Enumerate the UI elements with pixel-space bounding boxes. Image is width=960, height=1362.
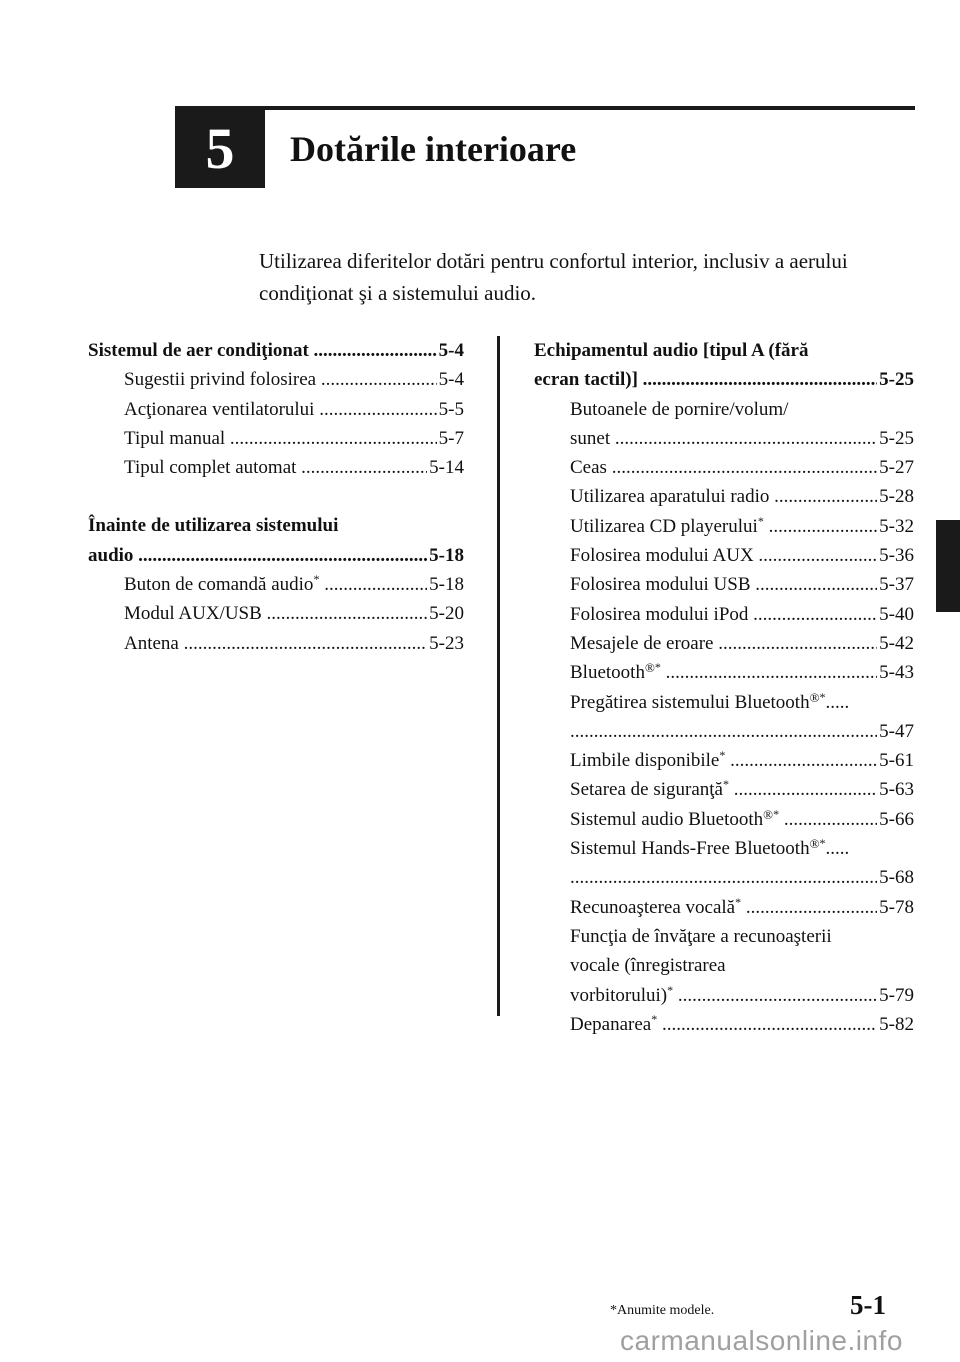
toc-item-label: Antena ..... <box>124 629 427 658</box>
toc-item-label: Folosirea modului USB ..... <box>570 570 877 599</box>
toc-item-label: Tipul manual ..... <box>124 424 437 453</box>
toc-item[interactable] <box>534 570 914 599</box>
toc-section-title: ecran tactil)] ..... <box>534 365 877 394</box>
toc-item-label: sunet ..... <box>570 424 877 453</box>
toc-item-label: Acţionarea ventilatorului ..... <box>124 395 437 424</box>
toc-section-audio-prep[interactable] <box>88 541 464 570</box>
toc-page-number: 5-32 <box>879 515 914 537</box>
toc-page-number: 5-79 <box>879 984 914 1006</box>
toc-item[interactable] <box>534 893 914 922</box>
toc-left-column <box>88 336 464 658</box>
toc-section-title-line[interactable]: Echipamentul audio [tipul A (fără <box>534 340 809 361</box>
toc-item-label: Depanarea* ..... <box>570 1010 877 1039</box>
toc-item[interactable] <box>534 482 914 511</box>
toc-item[interactable] <box>88 365 464 394</box>
toc-item-label: Sugestii privind folosirea ..... <box>124 365 437 394</box>
toc-item[interactable] <box>534 512 914 541</box>
toc-item[interactable] <box>534 1010 914 1039</box>
toc-item-label: Modul AUX/USB ..... <box>124 599 427 628</box>
trailing-dots: ..... <box>825 838 850 860</box>
toc-page-number: 5-25 <box>879 369 914 391</box>
registered-mark: ® <box>763 806 774 822</box>
toc-item-label: Setarea de siguranţă* ..... <box>570 775 877 804</box>
toc-page-number: 5-27 <box>879 457 914 479</box>
toc-item-label: Recunoaşterea vocală* ..... <box>570 893 877 922</box>
toc-page-number: 5-82 <box>879 1013 914 1035</box>
toc-item-label-line[interactable]: vocale (înregistrarea <box>570 955 726 977</box>
footnote-star: * <box>313 572 320 587</box>
toc-item[interactable] <box>534 805 914 834</box>
toc-item-leader <box>570 863 877 892</box>
toc-page-number: 5-20 <box>429 603 464 625</box>
toc-page-number: 5-28 <box>879 486 914 508</box>
chapter-side-tab <box>936 520 960 612</box>
toc-right-column <box>534 336 914 1039</box>
toc-section-title: Sistemul de aer condiţionat ..... <box>88 336 437 365</box>
chapter-header-rule <box>175 106 915 110</box>
toc-item-label: Limbile disponibile* ..... <box>570 746 877 775</box>
toc-page-number: 5-4 <box>438 340 464 361</box>
toc-page-number: 5-14 <box>429 457 464 479</box>
toc-page-number: 5-4 <box>438 369 464 391</box>
footnote-star: * <box>757 513 764 528</box>
footnote-star: * <box>651 1011 658 1026</box>
toc-page-number: 5-5 <box>438 398 464 420</box>
column-divider <box>497 336 500 1016</box>
toc-section-title: audio ..... <box>88 541 427 570</box>
toc-page-number: 5-23 <box>429 632 464 654</box>
toc-page-number: 5-68 <box>879 867 914 889</box>
footnote-star: * <box>773 806 780 821</box>
toc-item[interactable] <box>534 746 914 775</box>
toc-item-label: Folosirea modului iPod ..... <box>570 600 877 629</box>
footnote-star: * <box>819 689 826 704</box>
footnote: *Anumite modele. <box>610 1303 715 1318</box>
toc-item[interactable] <box>534 981 914 1010</box>
toc-item[interactable] <box>534 453 914 482</box>
toc-page-number: 5-36 <box>879 545 914 567</box>
toc-item[interactable] <box>88 453 464 482</box>
toc-page-number: 5-78 <box>879 896 914 918</box>
toc-page-number: 5-63 <box>879 779 914 801</box>
toc-page-number: 5-43 <box>879 662 914 684</box>
toc-item[interactable] <box>534 424 914 453</box>
registered-mark: ® <box>644 660 655 676</box>
registered-mark: ® <box>809 836 820 852</box>
toc-page-number: 5-18 <box>429 544 464 566</box>
footnote-star: * <box>667 982 674 997</box>
toc-spacer <box>88 482 464 511</box>
toc-item-label: Sistemul audio Bluetooth®* ..... <box>570 805 877 834</box>
toc-item-label: Folosirea modului AUX ..... <box>570 541 877 570</box>
toc-page-number: 5-37 <box>879 574 914 596</box>
toc-item-label-line[interactable]: Sistemul Hands-Free Bluetooth®*..... <box>570 836 850 860</box>
toc-item[interactable] <box>534 863 914 892</box>
toc-item[interactable] <box>88 570 464 599</box>
toc-item-label: Ceas ..... <box>570 453 877 482</box>
toc-page-number: 5-47 <box>879 720 914 742</box>
toc-section-audio-type-a[interactable] <box>534 365 914 394</box>
toc-page-number: 5-61 <box>879 750 914 772</box>
toc-item-label: Tipul complet automat ..... <box>124 453 427 482</box>
toc-page-number: 5-25 <box>879 427 914 449</box>
chapter-number-badge: 5 <box>175 109 265 188</box>
page-number: 5-1 <box>850 1290 886 1320</box>
toc-item-leader <box>570 717 877 746</box>
toc-item-label: Mesajele de eroare ..... <box>570 629 877 658</box>
footnote-star: * <box>719 748 726 763</box>
footnote-star: * <box>722 777 729 792</box>
footnote-star: * <box>735 894 742 909</box>
toc-item[interactable] <box>88 395 464 424</box>
toc-item[interactable] <box>534 600 914 629</box>
toc-page-number: 5-40 <box>879 603 914 625</box>
toc-item-label: Bluetooth®* ..... <box>570 658 877 687</box>
toc-item[interactable] <box>88 599 464 628</box>
toc-item-label-line[interactable]: Funcţia de învăţare a recunoaşterii <box>570 925 832 947</box>
toc-item-label: Buton de comandă audio* ..... <box>124 570 427 599</box>
toc-item-label: Utilizarea aparatului radio ..... <box>570 482 877 511</box>
chapter-intro: Utilizarea diferitelor dotări pentru confortul interior, inclusiv a aerului condiţionat şi a sistemului audio. <box>259 249 848 305</box>
toc-item-label: Utilizarea CD playerului* ..... <box>570 512 877 541</box>
footnote-star: * <box>819 836 826 851</box>
toc-item-label: vorbitorului)* ..... <box>570 981 877 1010</box>
registered-mark: ® <box>809 689 820 705</box>
trailing-dots: ..... <box>825 691 850 713</box>
toc-item-label-line[interactable]: Pregătirea sistemului Bluetooth®*..... <box>570 689 850 713</box>
toc-section-air-conditioning[interactable] <box>88 336 464 365</box>
chapter-title: Dotările interioare <box>290 129 577 169</box>
footnote-star: * <box>654 660 661 675</box>
toc-item-label-line[interactable]: Butoanele de pornire/volum/ <box>570 398 789 420</box>
toc-item[interactable] <box>534 775 914 804</box>
toc-page-number: 5-7 <box>438 427 464 449</box>
toc-item[interactable] <box>534 629 914 658</box>
toc-page-number: 5-66 <box>879 808 914 830</box>
toc-page-number: 5-42 <box>879 632 914 654</box>
toc-item[interactable] <box>534 717 914 746</box>
toc-item[interactable] <box>534 541 914 570</box>
toc-item[interactable] <box>88 424 464 453</box>
toc-section-title-line[interactable]: Înainte de utilizarea sistemului <box>88 515 339 537</box>
toc-page-number: 5-18 <box>429 574 464 596</box>
toc-item[interactable] <box>534 658 914 687</box>
toc-item[interactable] <box>88 629 464 658</box>
watermark: carmanualsonline.info <box>620 1325 903 1356</box>
